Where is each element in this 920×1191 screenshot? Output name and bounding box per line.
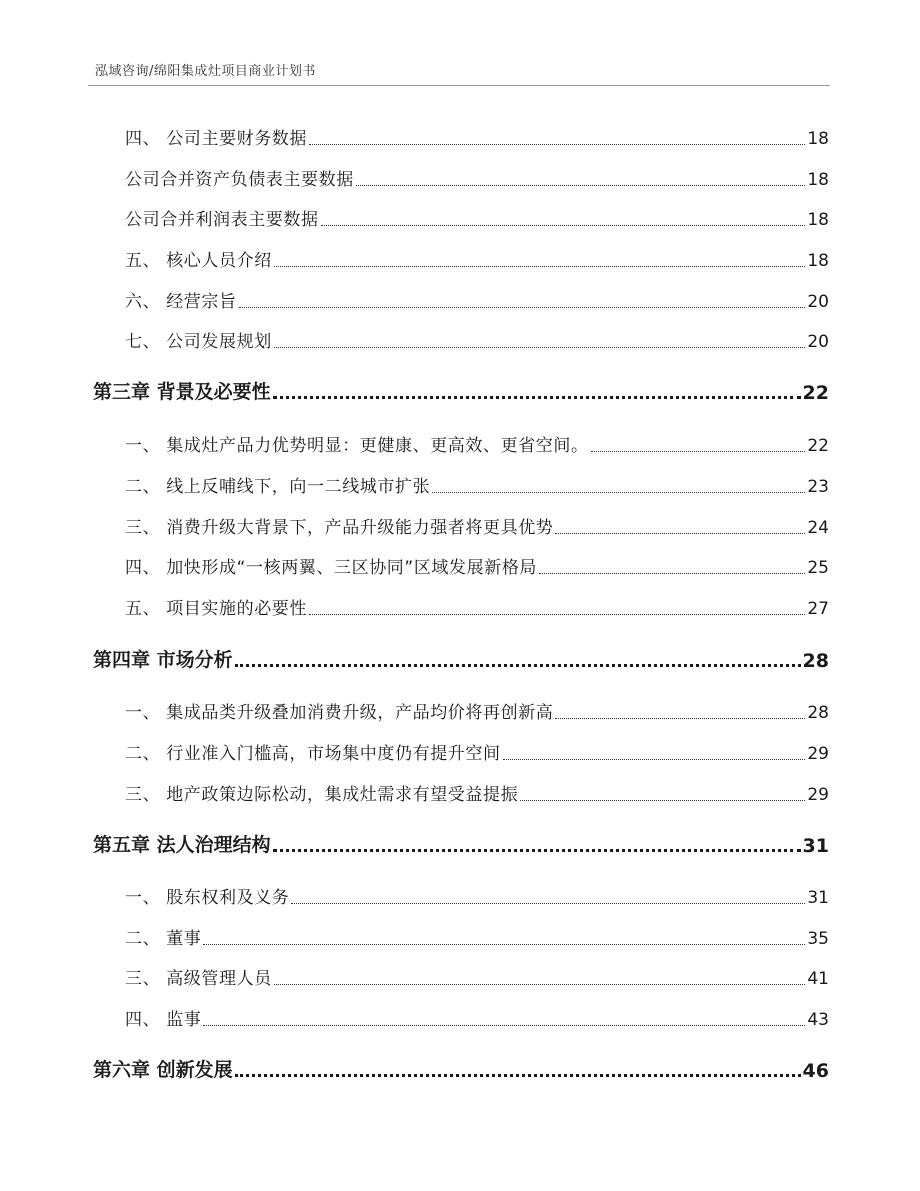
toc-entry-page: 23 [807, 477, 829, 497]
toc-chapter-page: 31 [802, 835, 829, 857]
toc-chapter-title: 第三章 背景及必要性 [93, 381, 271, 403]
toc-leader-dots [274, 984, 806, 985]
toc-leader-dots [520, 800, 805, 801]
toc-entry-title: 三、 地产政策边际松动，集成灶需求有望受益提振 [125, 785, 519, 805]
toc-chapter-entry[interactable] [93, 830, 829, 857]
toc-leader-dots [555, 533, 805, 534]
running-header: 泓域咨询/绵阳集成灶项目商业计划书 [95, 64, 316, 79]
toc-entry-page: 18 [807, 251, 829, 271]
toc-entry-title: 二、 线上反哺线下，向一二线城市扩张 [125, 477, 431, 497]
toc-entry[interactable] [125, 513, 829, 538]
toc-leader-dots [591, 451, 806, 452]
toc-entry-title: 三、 高级管理人员 [125, 969, 272, 989]
toc-entry-title: 一、 集成品类升级叠加消费升级，产品均价将再创新高 [125, 703, 554, 723]
toc-leader-dots [555, 718, 805, 719]
toc-entry-page: 20 [807, 332, 829, 352]
toc-entry-page: 35 [807, 929, 829, 949]
toc-chapter-title: 第六章 创新发展 [93, 1059, 233, 1081]
toc-entry[interactable] [125, 594, 829, 619]
toc-entry-title: 公司合并利润表主要数据 [125, 210, 319, 230]
toc-leader-dots [539, 573, 805, 574]
toc-chapter-title: 第四章 市场分析 [93, 649, 233, 671]
toc-chapter-entry[interactable] [93, 1055, 829, 1082]
toc-leader-dots [273, 849, 801, 852]
toc-entry-title: 二、 董事 [125, 929, 202, 949]
toc-leader-dots [235, 664, 801, 667]
toc-chapter-page: 22 [802, 382, 829, 404]
toc-leader-dots [235, 1074, 801, 1077]
toc-entry-page: 18 [807, 210, 829, 230]
toc-entry-title: 三、 消费升级大背景下，产品升级能力强者将更具优势 [125, 518, 554, 538]
toc-entry-title: 四、 公司主要财务数据 [125, 129, 308, 149]
toc-entry[interactable] [125, 472, 829, 497]
toc-entry-page: 20 [807, 292, 829, 312]
toc-entry-page: 27 [807, 599, 829, 619]
toc-entry-page: 43 [807, 1010, 829, 1030]
toc-entry[interactable] [125, 327, 829, 352]
toc-leader-dots [432, 492, 805, 493]
toc-entry-title: 一、 股东权利及义务 [125, 888, 290, 908]
toc-leader-dots [503, 759, 806, 760]
toc-entry-title: 四、 加快形成“一核两翼、三区协同”区域发展新格局 [125, 558, 538, 578]
toc-leader-dots [321, 225, 806, 226]
toc-entry[interactable] [125, 883, 829, 908]
toc-entry-page: 25 [807, 558, 829, 578]
toc-entry[interactable] [125, 246, 829, 271]
toc-entry-page: 22 [807, 436, 829, 456]
toc-entry[interactable] [125, 165, 829, 190]
toc-leader-dots [291, 903, 805, 904]
toc-chapter-page: 46 [802, 1060, 829, 1082]
toc-leader-dots [309, 614, 805, 615]
header-divider [88, 85, 830, 86]
toc-entry-title: 四、 监事 [125, 1010, 202, 1030]
toc-entry[interactable] [125, 553, 829, 578]
toc-chapter-page: 28 [802, 650, 829, 672]
toc-leader-dots [309, 144, 805, 145]
toc-entry-title: 五、 核心人员介绍 [125, 251, 272, 271]
toc-entry[interactable] [125, 1005, 829, 1030]
toc-entry-page: 29 [807, 744, 829, 764]
toc-entry-page: 18 [807, 129, 829, 149]
toc-entry-title: 七、 公司发展规划 [125, 332, 272, 352]
toc-entry-title: 六、 经营宗旨 [125, 292, 237, 312]
toc-leader-dots [273, 396, 801, 399]
toc-entry-title: 公司合并资产负债表主要数据 [125, 170, 354, 190]
toc-entry[interactable] [125, 964, 829, 989]
toc-chapter-title: 第五章 法人治理结构 [93, 834, 271, 856]
toc-chapter-entry[interactable] [93, 645, 829, 672]
toc-entry-page: 41 [807, 969, 829, 989]
toc-leader-dots [356, 185, 806, 186]
toc-leader-dots [274, 266, 806, 267]
toc-leader-dots [274, 347, 806, 348]
toc-leader-dots [203, 944, 805, 945]
toc-entry[interactable] [125, 205, 829, 230]
toc-entry-page: 18 [807, 170, 829, 190]
toc-entry[interactable] [125, 124, 829, 149]
toc-entry-page: 31 [807, 888, 829, 908]
toc-entry[interactable] [125, 780, 829, 805]
toc-entry-page: 29 [807, 785, 829, 805]
toc-entry-title: 五、 项目实施的必要性 [125, 599, 308, 619]
toc-leader-dots [239, 307, 806, 308]
toc-chapter-entry[interactable] [93, 377, 829, 404]
toc-entry[interactable] [125, 698, 829, 723]
toc-entry[interactable] [125, 739, 829, 764]
toc-entry[interactable] [125, 924, 829, 949]
toc-entry-page: 24 [807, 518, 829, 538]
toc-entry[interactable] [125, 287, 829, 312]
toc-entry-title: 二、 行业准入门槛高，市场集中度仍有提升空间 [125, 744, 501, 764]
toc-entry[interactable] [125, 431, 829, 456]
toc-leader-dots [203, 1025, 805, 1026]
toc-entry-title: 一、 集成灶产品力优势明显：更健康、更高效、更省空间。 [125, 436, 589, 456]
toc-entry-page: 28 [807, 703, 829, 723]
